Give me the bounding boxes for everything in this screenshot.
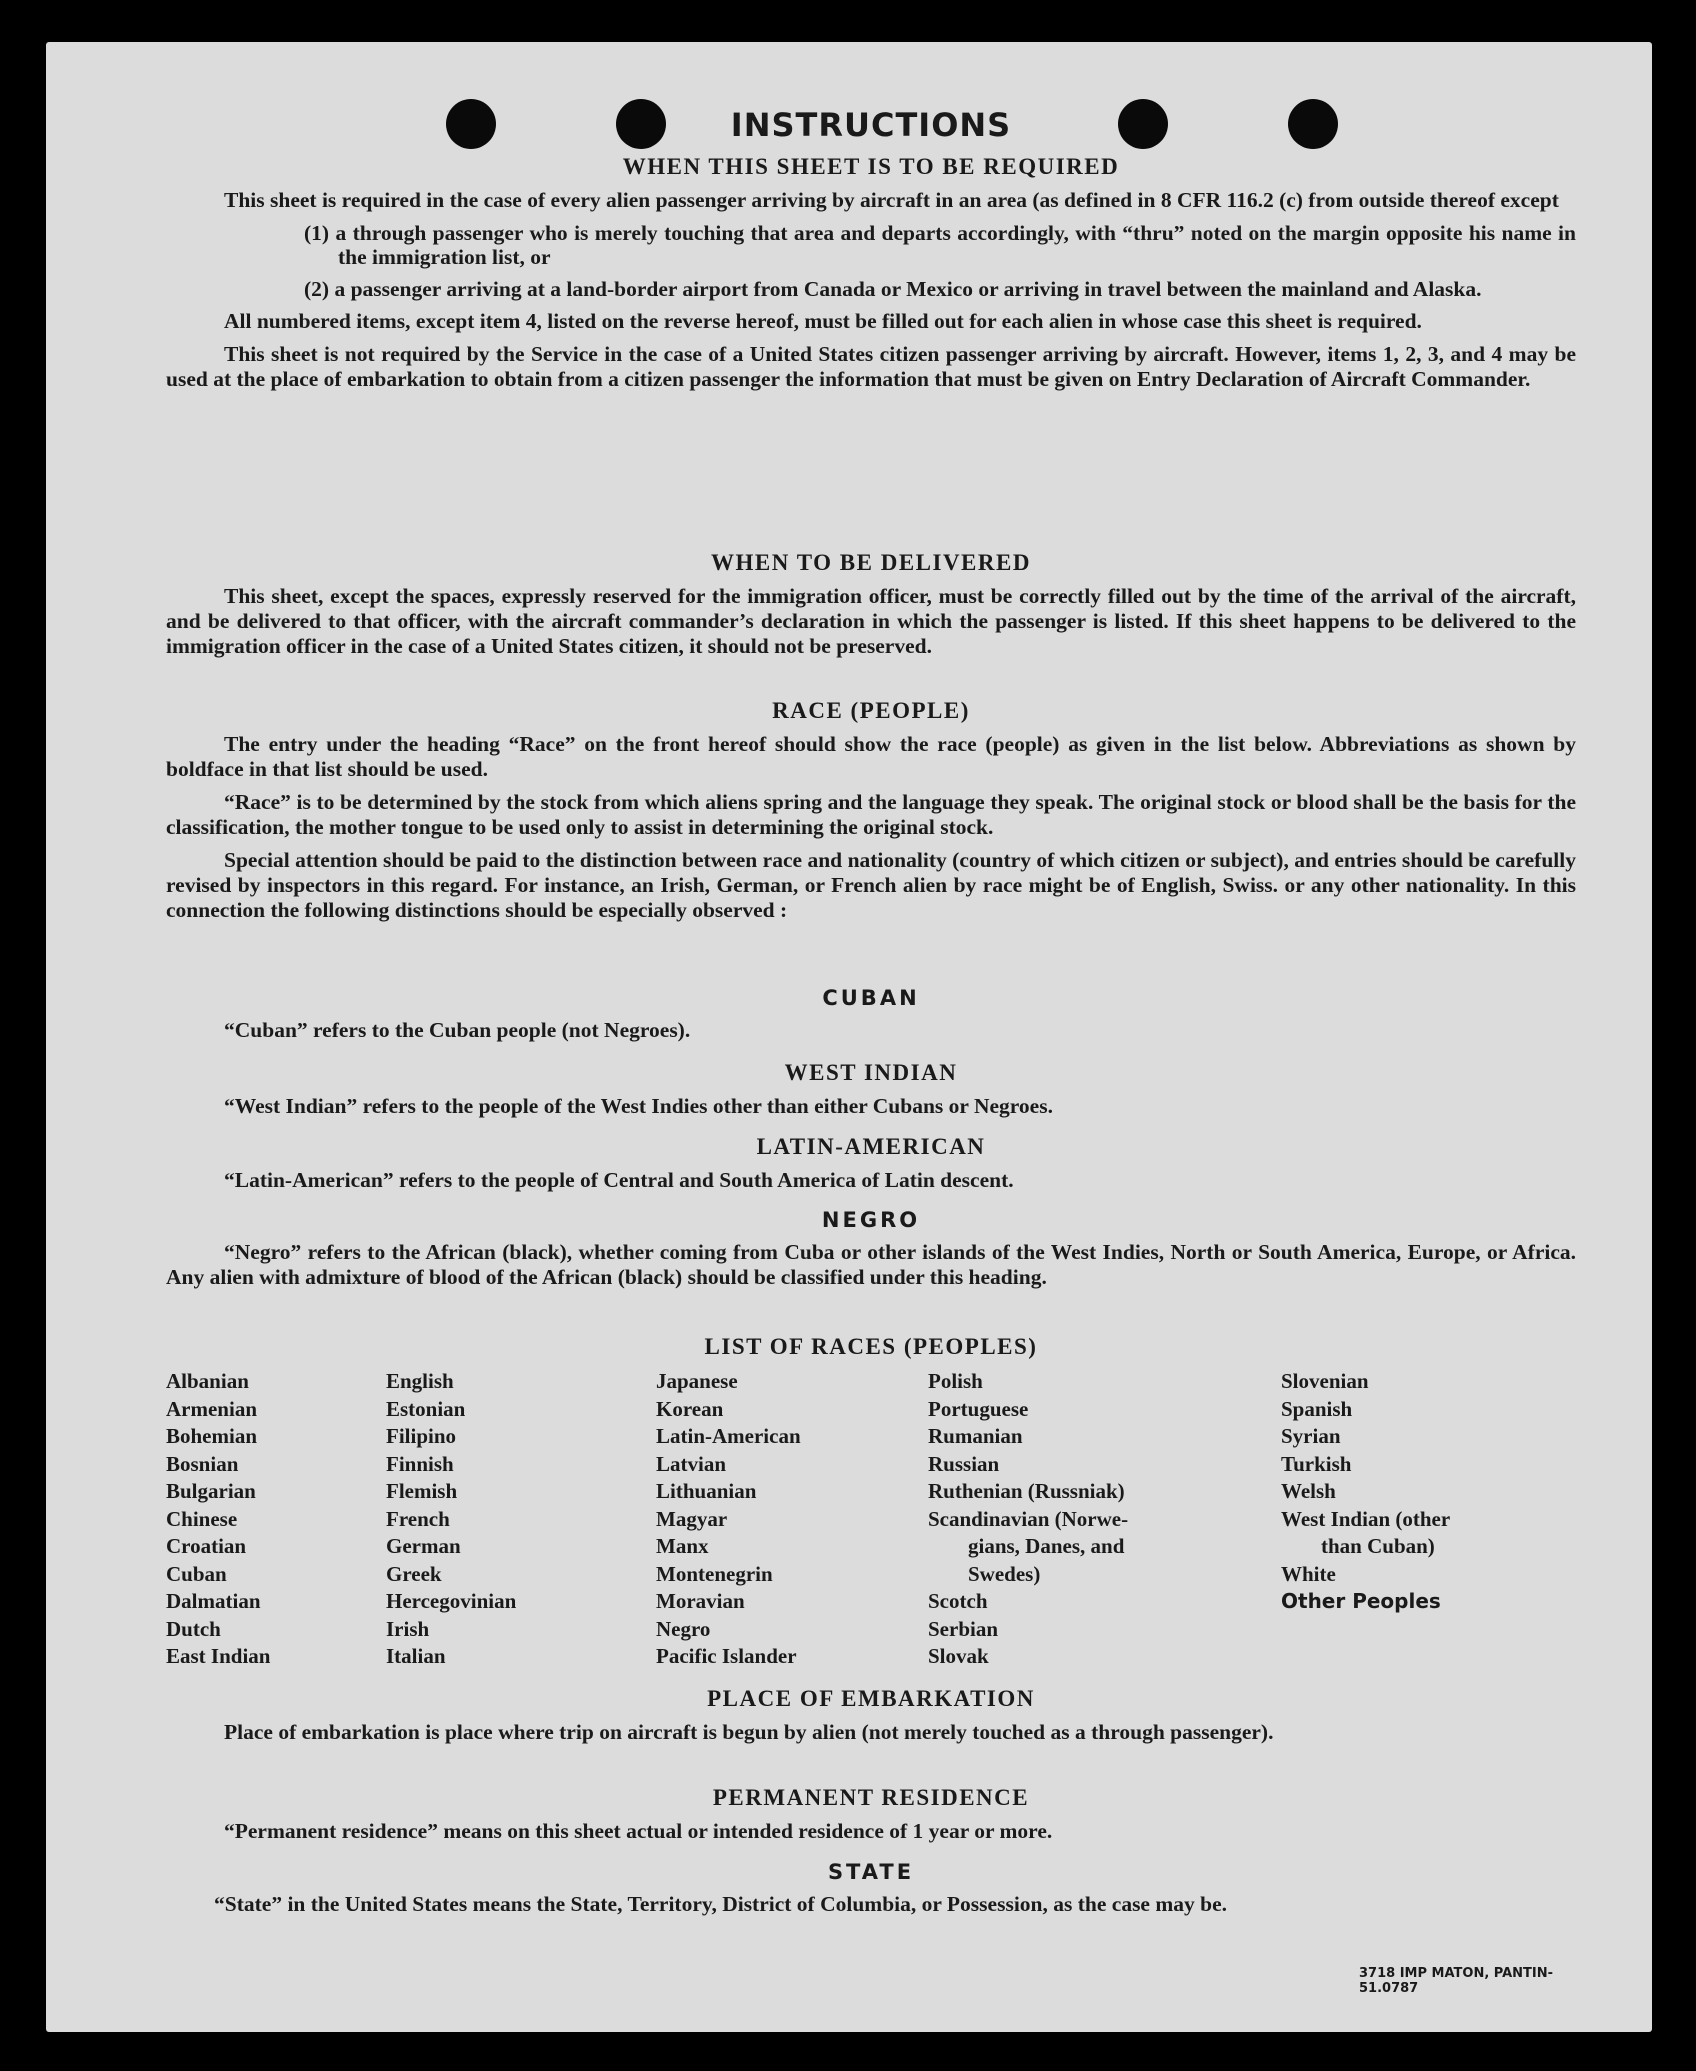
race-item: Other Peoples (1281, 1589, 1441, 1613)
section-residence (166, 1785, 1576, 1844)
race-item: Dalmatian (166, 1589, 261, 1613)
section-heading: RACE (PEOPLE) (772, 698, 970, 723)
race-item: Ruthenian (Russniak) (928, 1479, 1125, 1503)
section-heading: LIST OF RACES (PEOPLES) (704, 1334, 1038, 1359)
list-of-races-heading-block (166, 1334, 1576, 1360)
race-item: gians, Danes, and (968, 1534, 1125, 1558)
section-negro (166, 1208, 1576, 1290)
printer-imprint: 3718 IMP MATON, PANTIN-51.0787 (1359, 1966, 1554, 1996)
race-item: Manx (656, 1534, 709, 1558)
section-latin-american (166, 1134, 1576, 1193)
section-west-indian (166, 1060, 1576, 1119)
race-item: Estonian (386, 1396, 466, 1421)
race-item: Magyar (656, 1506, 728, 1531)
race-item: Moravian (656, 1589, 745, 1613)
race-item: Rumanian (928, 1424, 1023, 1448)
paragraph: The entry under the heading “Race” on the front hereof should show the race (people) as given in the list below. Abbreviations as shown by boldface in that list should be used. (166, 732, 1576, 781)
paragraph: “State” in the United States means the State, Territory, District of Columbia, or Possession, as the case may be. (214, 1892, 1228, 1916)
race-item: English (386, 1369, 454, 1393)
paragraph: “Negro” refers to the African (black), whether coming from Cuba or other islands of the West Indies, North or South America, Europe, or Africa. Any alien with admixture of blood of the African (black) should be classified under this heading. (166, 1240, 1576, 1289)
paragraph: This sheet, except the spaces, expressly reserved for the immigration officer, must be correctly filled out by the time of the arrival of the aircraft, and be delivered to that officer, with the aircraft commander’s declaration in which the passenger is listed. If this sheet happens to be delivered to the immigration officer in the case of a United States citizen, it should not be preserved. (166, 584, 1576, 658)
race-item: Latvian (656, 1451, 727, 1476)
document-sheet (46, 42, 1652, 2032)
section-state (166, 1860, 1576, 1917)
race-item: White (1281, 1561, 1336, 1586)
race-item: Bohemian (166, 1424, 258, 1448)
race-item: Japanese (656, 1369, 738, 1393)
race-item: West Indian (other (1281, 1506, 1451, 1531)
races-column (656, 1368, 801, 1671)
race-item: Bosnian (166, 1451, 239, 1476)
paragraph: “Cuban” refers to the Cuban people (not Negroes). (224, 1018, 691, 1042)
section-required (166, 154, 1576, 392)
race-item: Lithuanian (656, 1479, 757, 1503)
paragraph: “Race” is to be determined by the stock from which aliens spring and the language they speak. The original stock or blood shall be the basis for the classification, the mother tongue to be used only to assist in determining the original stock. (166, 790, 1576, 839)
race-item: Latin-American (656, 1424, 801, 1448)
section-heading: CUBAN (822, 986, 920, 1010)
section-cuban (166, 986, 1576, 1043)
race-item: Montenegrin (656, 1561, 773, 1586)
race-item: Finnish (386, 1451, 454, 1476)
race-item: Dutch (166, 1616, 221, 1641)
section-embarkation (166, 1686, 1576, 1745)
race-item: Cuban (166, 1561, 227, 1586)
race-item: French (386, 1506, 450, 1531)
race-item: Portuguese (928, 1396, 1029, 1421)
section-heading: LATIN-AMERICAN (756, 1134, 986, 1159)
section-heading: PERMANENT RESIDENCE (712, 1785, 1030, 1810)
race-item: German (386, 1534, 461, 1558)
race-item: East Indian (166, 1644, 271, 1668)
race-item: Croatian (166, 1534, 247, 1558)
race-item: Negro (656, 1616, 711, 1641)
race-item: Albanian (166, 1369, 249, 1393)
section-heading: STATE (827, 1860, 915, 1884)
race-item: than Cuban) (1321, 1534, 1435, 1558)
race-item: Polish (928, 1369, 983, 1393)
race-item: Irish (386, 1616, 430, 1641)
paragraph: Place of embarkation is place where trip on aircraft is begun by alien (not merely touched as a through passenger). (224, 1720, 1274, 1744)
section-heading: WHEN TO BE DELIVERED (711, 550, 1031, 575)
races-column (166, 1368, 270, 1671)
section-race (166, 698, 1576, 923)
section-heading: NEGRO (821, 1208, 921, 1232)
paragraph: “Permanent residence” means on this sheet actual or intended residence of 1 year or more. (224, 1819, 1053, 1843)
race-item: Italian (386, 1644, 446, 1668)
race-item: Slovenian (1281, 1369, 1369, 1393)
race-item: Scotch (928, 1589, 988, 1613)
section-heading: WHEN THIS SHEET IS TO BE REQUIRED (622, 154, 1120, 179)
page-title: INSTRUCTIONS (730, 106, 1012, 144)
section-delivered (166, 550, 1576, 659)
list-item: (2) a passenger arriving at a land-border airport from Canada or Mexico or arriving in travel between the mainland and Alaska. (304, 277, 1482, 301)
race-item: Syrian (1281, 1424, 1341, 1448)
race-item: Swedes) (968, 1561, 1041, 1586)
race-item: Chinese (166, 1506, 238, 1531)
race-item: Turkish (1281, 1451, 1352, 1476)
race-item: Russian (928, 1451, 1000, 1476)
section-heading: WEST INDIAN (784, 1060, 958, 1085)
list-item: (1) a through passenger who is merely touching that area and departs accordingly, with “thru” noted on the margin opposite his name in the immigration list, or (304, 221, 1576, 269)
paragraph: This sheet is required in the case of every alien passenger arriving by aircraft in an area (as defined in 8 CFR 116.2 (c) from outside thereof except (224, 188, 1559, 212)
race-item: Korean (656, 1396, 724, 1421)
race-item: Filipino (386, 1424, 457, 1448)
paragraph: Special attention should be paid to the distinction between race and nationality (country of which citizen or subject), and entries should be carefully revised by inspectors in this regard. For instance, an Irish, German, or French alien by race might be of English, Swiss. or any other nationality. In this connection the following distinctions should be especially observed : (166, 848, 1576, 922)
races-column (928, 1368, 1128, 1671)
race-item: Serbian (928, 1616, 999, 1641)
race-item: Welsh (1281, 1479, 1336, 1503)
races-column (1281, 1368, 1450, 1616)
race-item: Greek (386, 1561, 442, 1586)
section-heading: PLACE OF EMBARKATION (707, 1686, 1035, 1711)
paragraph: “West Indian” refers to the people of the West Indies other than either Cubans or Negroes. (224, 1094, 1053, 1118)
paragraph: “Latin-American” refers to the people of Central and South America of Latin descent. (224, 1168, 1014, 1192)
races-column (386, 1368, 516, 1671)
race-item: Hercegovinian (386, 1589, 517, 1613)
paragraph: This sheet is not required by the Service in the case of a United States citizen passenger arriving by aircraft. However, items 1, 2, 3, and 4 may be used at the place of embarkation to obtain from a citizen passenger the information that must be given on Entry Declaration of Aircraft Commander. (166, 342, 1576, 391)
race-item: Spanish (1281, 1396, 1353, 1421)
race-item: Pacific Islander (656, 1644, 797, 1668)
race-item: Armenian (166, 1396, 257, 1421)
paragraph: All numbered items, except item 4, listed on the reverse hereof, must be filled out for each alien in whose case this sheet is required. (224, 309, 1422, 333)
race-item: Scandinavian (Norwe- (928, 1506, 1129, 1531)
race-item: Flemish (386, 1479, 458, 1503)
race-item: Bulgarian (166, 1479, 256, 1503)
race-item: Slovak (928, 1644, 989, 1668)
